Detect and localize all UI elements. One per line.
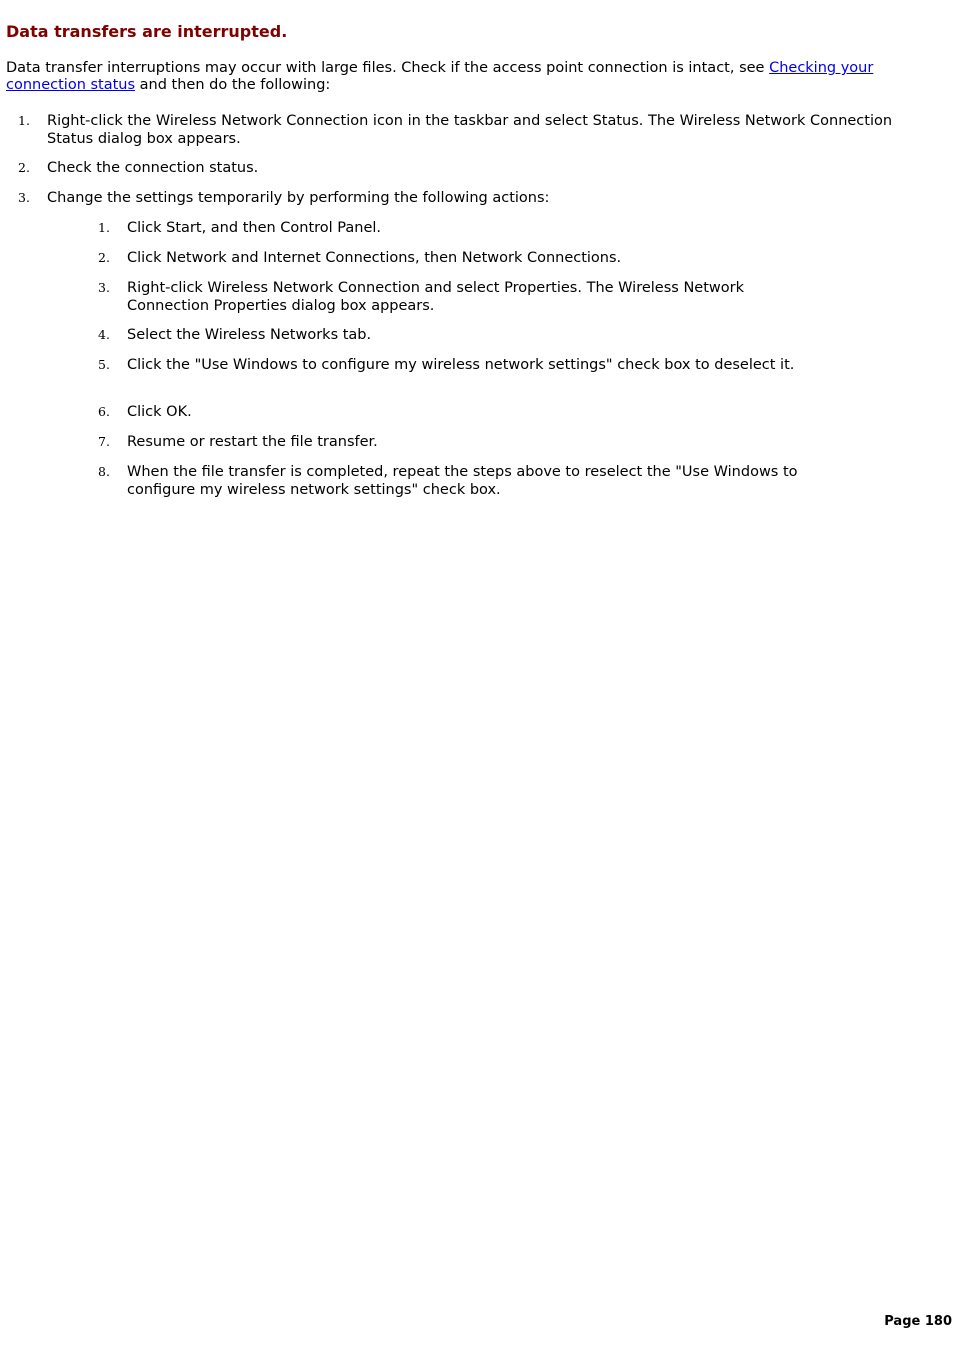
substep-number: 3. (98, 280, 110, 295)
checking-connection-status-link[interactable]: Checking your connection status (6, 60, 874, 93)
substep-text: Click Network and Internet Connections, then Network Connections. (127, 250, 622, 266)
substep-number: 8. (98, 464, 110, 479)
substep-number: 6. (98, 404, 110, 419)
substep-text: Resume or restart the file transfer. (127, 434, 378, 450)
substep-number: 4. (98, 327, 110, 342)
step-number: 2. (18, 160, 30, 175)
step-number: 3. (18, 190, 30, 205)
substep-text: Click Start, and then Control Panel. (127, 220, 382, 236)
step-number: 1. (18, 113, 30, 128)
intro-paragraph (6, 60, 946, 94)
substep-number: 2. (98, 250, 110, 265)
page-number: Page 180 (884, 1314, 952, 1329)
intro-text-before: Data transfer interruptions may occur with large files. Check if the access point connection is intact, see (6, 60, 770, 76)
substep-text: When the file transfer is completed, repeat the steps above to reselect the "Use Windows to configure my wireless network settings" check box. (127, 464, 798, 498)
substep-text: Right-click Wireless Network Connection and select Properties. The Wireless Network Connection Properties dialog box appears. (127, 280, 744, 314)
substep-text: Click OK. (127, 404, 192, 420)
substep-number: 1. (98, 220, 110, 235)
substep-text: Select the Wireless Networks tab. (127, 327, 372, 343)
page-title: Data transfers are interrupted. (6, 22, 288, 41)
step-text: Check the connection status. (47, 160, 259, 176)
substep-text: Click the "Use Windows to configure my wireless network settings" check box to deselect it. (127, 357, 795, 373)
step-text: Right-click the Wireless Network Connection icon in the taskbar and select Status. The Wireless Network Connection Status dialog box appears. (47, 113, 893, 147)
step-text: Change the settings temporarily by performing the following actions: (47, 190, 550, 206)
intro-text-after: and then do the following: (135, 77, 331, 93)
substep-number: 7. (98, 434, 110, 449)
substep-number: 5. (98, 357, 110, 372)
